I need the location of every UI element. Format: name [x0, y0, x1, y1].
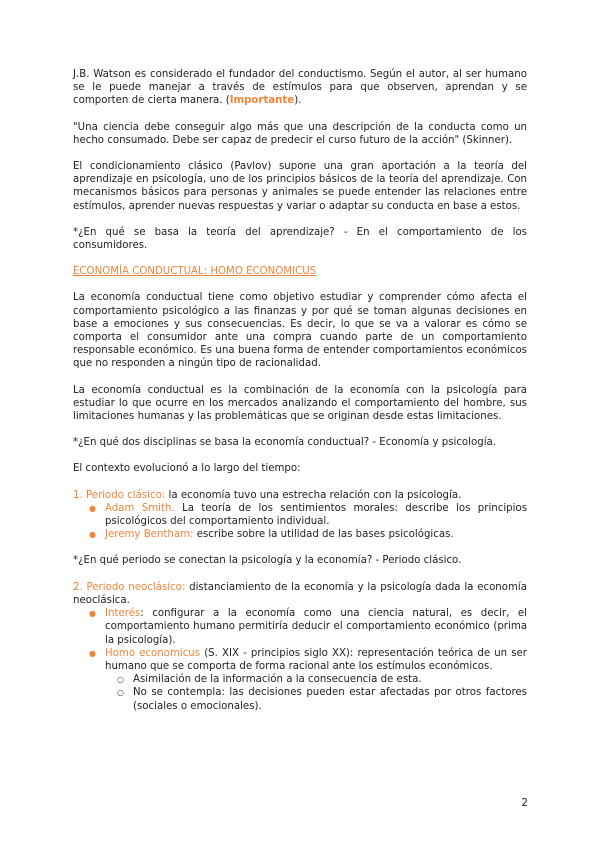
page-content [73, 68, 527, 726]
period-neoclassic: 2. Periodo neoclásico: distanciamiento de la economía y la psicología dada la economía neoclásica. [73, 581, 527, 606]
list-item: ● Jeremy Bentham: escribe sobre la utilidad de las bases psicológicas. [105, 528, 527, 541]
list-item: ○ Asimilación de la información a la consecuencia de esta. [133, 673, 527, 686]
homo-economicus-sublist [105, 673, 527, 713]
list-item: ● Interés: configurar a la economía como una ciencia natural, es decir, el comportamiento humano permitiría deducir el comportamiento económico (prima la psicología). [105, 607, 527, 647]
paragraph-watson: J.B. Watson es considerado el fundador del conductismo. Según el autor, al ser humano se le puede manejar a través de estímulos para que observen, aprendan y se comporten de cierta manera. (Importante). [73, 69, 527, 107]
paragraph-context: El contexto evolucionó a lo largo del tiempo: [73, 463, 301, 475]
list-item: ○ No se contempla: las decisiones pueden estar afectadas por otros factores (sociales o emocionales). [133, 686, 527, 712]
question-disciplines: *¿En qué dos disciplinas se basa la economía conductual? - Economía y psicología. [73, 437, 497, 449]
period-classic-label: 1. Periodo clásico: [73, 489, 166, 501]
question-learning-theory: *¿En qué se basa la teoría del aprendizaje? - En el comportamiento de los consumidores. [73, 226, 527, 252]
list-item: ● Homo economicus (S. XIX - principios siglo XX): representación teórica de un ser humano que se comporta de forma racional ante los estímulos económicos. ○ Asimilación de la información a la consecuencia de esta. ○ No se contempla: las decisiones pueden estar afectadas por otros factores (sociales o emocionales). [105, 647, 527, 713]
paragraph-behavioral-economics: La economía conductual tiene como objetivo estudiar y comprender cómo afecta el comportamiento psicológico a las finanzas y por qué se toman algunas decisiones en base a emociones y sus consecuencias. Es decir, lo que se va a valorar es cómo se comporta el consumidor ante una compra cuando parte de un comportamiento responsable económico. Es una buena forma de entender comportamientos económicos que no responden a ningún tipo de racionalidad. [73, 292, 527, 370]
list-item: ● Adam Smith. La teoría de los sentimientos morales: describe los principios psicológicos del comportamiento individual. [105, 502, 527, 528]
period-classic: 1. Periodo clásico: la economía tuvo una estrecha relación con la psicología. [73, 489, 462, 501]
important-tag: Importante [229, 95, 295, 107]
period-neoclassic-list [73, 607, 527, 713]
section-heading: ECONOMÍA CONDUCTUAL: HOMO ECONOMICUS [73, 266, 317, 278]
question-period: *¿En qué periodo se conectan la psicología y la economía? - Periodo clásico. [73, 555, 462, 567]
paragraph-skinner-quote: "Una ciencia debe conseguir algo más que una descripción de la conducta como un hecho consumado. Debe ser capaz de predecir el curso futuro de la acción" (Skinner). [73, 121, 527, 146]
paragraph-pavlov: El condicionamiento clásico (Pavlov) supone una gran aportación a la teoría del aprendizaje en psicología, uno de los principios básicos de la teoría del aprendizaje. Con mecanismos básicos para personas y animales se puede entender las relaciones entre estímulos, aprender nuevas respuestas y variar o adaptar su conducta en base a estos. [73, 161, 527, 212]
period-classic-list [73, 502, 527, 542]
period-neoclassic-label: 2. Periodo neoclásico: [73, 581, 186, 593]
page-number: 2 [521, 797, 528, 809]
paragraph-combination: La economía conductual es la combinación de la economía con la psicología para estudiar lo que ocurre en los mercados analizando el comportamiento del hombre, sus limitaciones humanas y las problemáticas que se originan desde estas limitaciones. [73, 384, 527, 423]
